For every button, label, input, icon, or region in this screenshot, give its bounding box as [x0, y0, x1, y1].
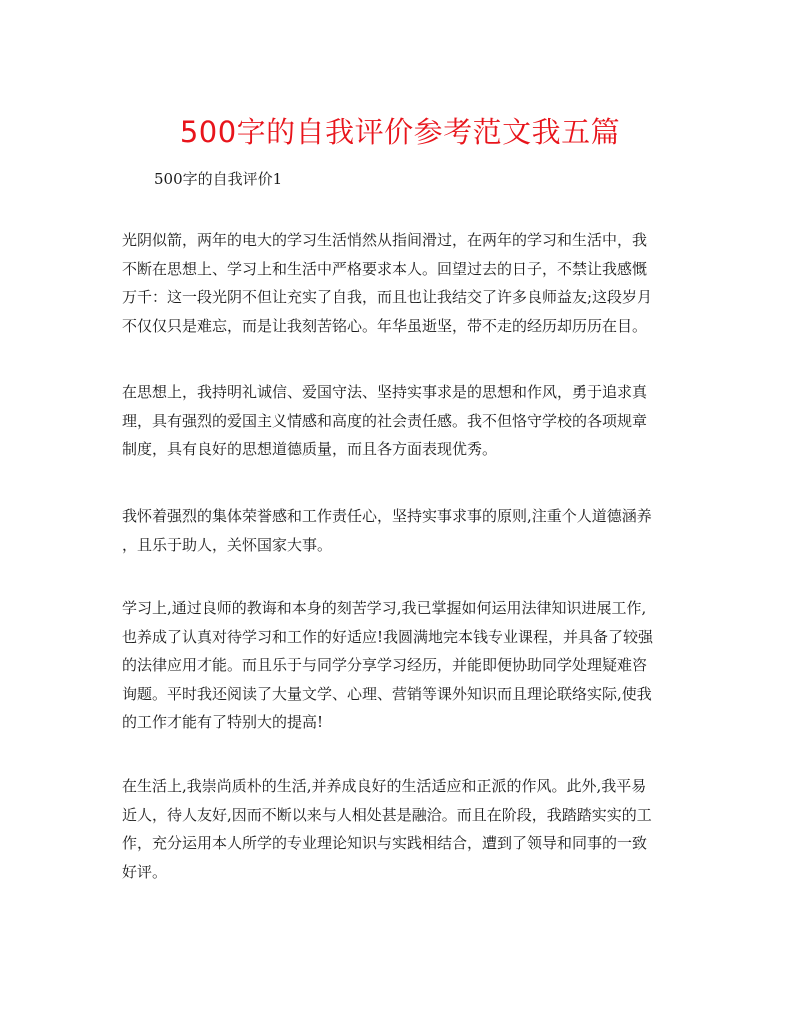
paragraph-2 — [122, 378, 678, 464]
paragraph-line: 的工作才能有了特别大的提高! — [122, 713, 324, 732]
paragraph-line: 光阴似箭，两年的电大的学习生活悄然从指间滑过，在两年的学习和生活中，我 — [122, 231, 648, 249]
paragraph-line: 也养成了认真对待学习和工作的好适应!我圆满地完本钱专业课程，并具备了较强 — [122, 627, 654, 646]
paragraph-line: 在思想上，我持明礼诚信、爱国守法、坚持实事求是的思想和作风，勇于追求真 — [122, 383, 648, 401]
paragraph-line: 我怀着强烈的集体荣誉感和工作责任心，坚持实事求事的原则,注重个人道德涵养 — [122, 507, 652, 525]
paragraph-line: 万千：这一段光阴不但让充实了自我，而且也让我结交了许多良师益友;这段岁月 — [122, 288, 653, 307]
paragraph-line: 不断在思想上、学习上和生活中严格要求本人。回望过去的日子，不禁让我感慨 — [122, 259, 648, 278]
paragraph-line: 制度，具有良好的思想道德质量，而且各方面表现优秀。 — [122, 440, 498, 459]
paragraph-line: 理，具有强烈的爱国主义情感和高度的社会责任感。我不但恪守学校的各项规章 — [122, 411, 648, 430]
paragraph-3 — [122, 502, 678, 559]
paragraph-line: 好评。 — [122, 862, 168, 881]
paragraph-line: 作，充分运用本人所学的专业理论知识与实践相结合，遭到了领导和同事的一致 — [122, 834, 648, 853]
section-heading: 500字的自我评价1 — [154, 170, 283, 188]
paragraph-4 — [122, 594, 678, 737]
paragraph-line: 不仅仅只是难忘，而是让我刻苦铭心。年华虽逝坚，带不走的经历却历历在目。 — [122, 316, 648, 335]
paragraph-line: 的法律应用才能。而且乐于与同学分享学习经历，并能即便协助同学处理疑难咨 — [122, 656, 648, 675]
paragraph-line: 在生活上,我崇尚质朴的生活,并养成良好的生活适应和正派的作风。此外,我平易 — [122, 777, 647, 795]
paragraph-line: 近人，待人友好,因而不断以来与人相处甚是融洽。而且在阶段，我踏踏实实的工 — [122, 805, 652, 824]
paragraph-1 — [122, 226, 678, 340]
paragraph-line: ，且乐于助人，关怀国家大事。 — [122, 535, 333, 554]
paragraph-5 — [122, 772, 678, 886]
paragraph-line: 询题。平时我还阅读了大量文学、心理、营销等课外知识而且理论联络实际,使我 — [122, 684, 652, 703]
paragraph-line: 学习上,通过良师的教诲和本身的刻苦学习,我已掌握如何运用法律知识进展工作, — [122, 599, 647, 617]
document-title: 500字的自我评价参考范文我五篇 — [179, 115, 621, 149]
